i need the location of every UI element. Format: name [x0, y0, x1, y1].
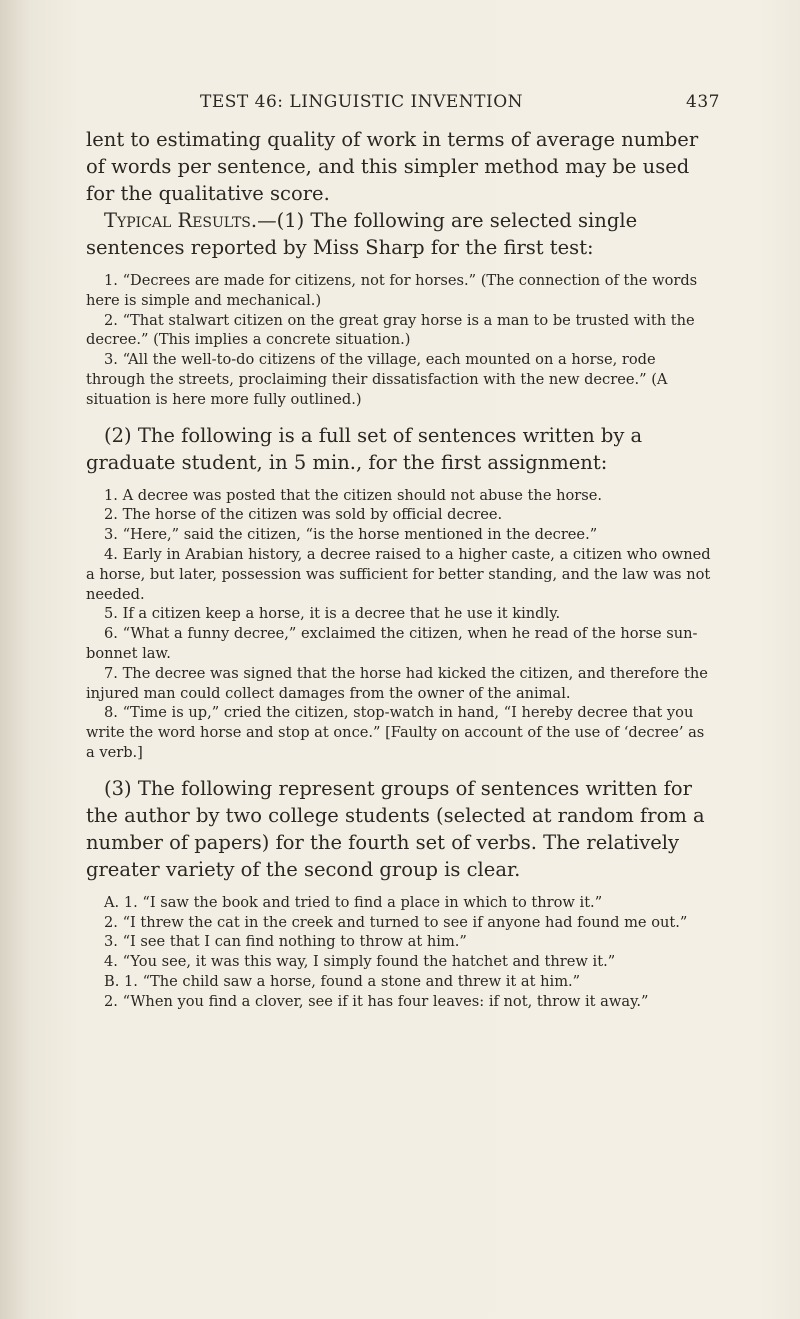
section1-list [86, 271, 712, 410]
list-item: 8. “Time is up,” cried the citizen, stop-watch in hand, “I hereby decree that you write the word horse and stop at once.” [Faulty on account of the use of ‘decree’ as a verb.] [86, 704, 705, 761]
list-item: 1. A decree was posted that the citizen should not abuse the horse. [104, 486, 603, 504]
list-item: 1. “Decrees are made for citizens, not for horses.” (The connection of the words here is simple and mechanical.) [86, 272, 698, 309]
list-item: 2. “I threw the cat in the creek and turned to see if anyone had found me out.” [104, 913, 688, 931]
section2-list [86, 486, 712, 763]
section3-intro: (3) The following represent groups of sentences written for the author by two college students (selected at random from a number of papers) for the fourth set of verbs. The relatively greater variety of the second group is clear. [86, 776, 705, 881]
page-body [86, 126, 712, 1024]
list-item: 4. Early in Arabian history, a decree raised to a higher caste, a citizen who owned a horse, but later, possession was sufficient for better standing, and the law was not needed. [86, 545, 711, 603]
list-item: 7. The decree was signed that the horse had kicked the citizen, and therefore the injured man could collect damages from the owner of the animal. [86, 664, 708, 702]
running-head-title: TEST 46: LINGUISTIC INVENTION [200, 92, 524, 112]
list-item: 6. “What a funny decree,” exclaimed the citizen, when he read of the horse sun-bonnet law. [86, 625, 698, 662]
list-item: 4. “You see, it was this way, I simply found the hatchet and threw it.” [104, 953, 616, 971]
list-item: 3. “I see that I can find nothing to throw at him.” [104, 933, 467, 951]
list-item: 3. “All the well-to-do citizens of the village, each mounted on a horse, rode through the streets, proclaiming their dissatisfaction with the new decree.” (A situation is here more fully outlined.) [86, 351, 668, 408]
typical-results-label: Typical Results. [104, 209, 258, 232]
list-item: 2. “That stalwart citizen on the great gray horse is a man to be trusted with the decree.” (This implies a concrete situation.) [86, 311, 695, 349]
list-item: 2. The horse of the citizen was sold by official decree. [104, 506, 503, 524]
list-item: B. 1. “The child saw a horse, found a stone and threw it at him.” [104, 972, 581, 990]
section3-list [86, 893, 712, 1012]
intro-paragraph: lent to estimating quality of work in terms of average number of words per sentence, and this simpler method may be used for the qualitative score. [86, 128, 699, 205]
list-item: 2. “When you find a clover, see if it has four leaves: if not, throw it away.” [104, 992, 649, 1010]
list-item: 5. If a citizen keep a horse, it is a decree that he use it kindly. [104, 605, 561, 623]
typical-results-paragraph [86, 207, 712, 261]
section2-intro: (2) The following is a full set of sentences written by a graduate student, in 5 min., for the first assignment: [86, 423, 643, 474]
page-number: 437 [686, 92, 720, 112]
list-item: A. 1. “I saw the book and tried to find a place in which to throw it.” [104, 893, 603, 911]
running-header [200, 92, 720, 112]
list-item: 3. “Here,” said the citizen, “is the horse mentioned in the decree.” [104, 526, 598, 544]
typical-results-text: —(1) The following are selected single sentences reported by Miss Sharp for the first test: [86, 209, 638, 259]
